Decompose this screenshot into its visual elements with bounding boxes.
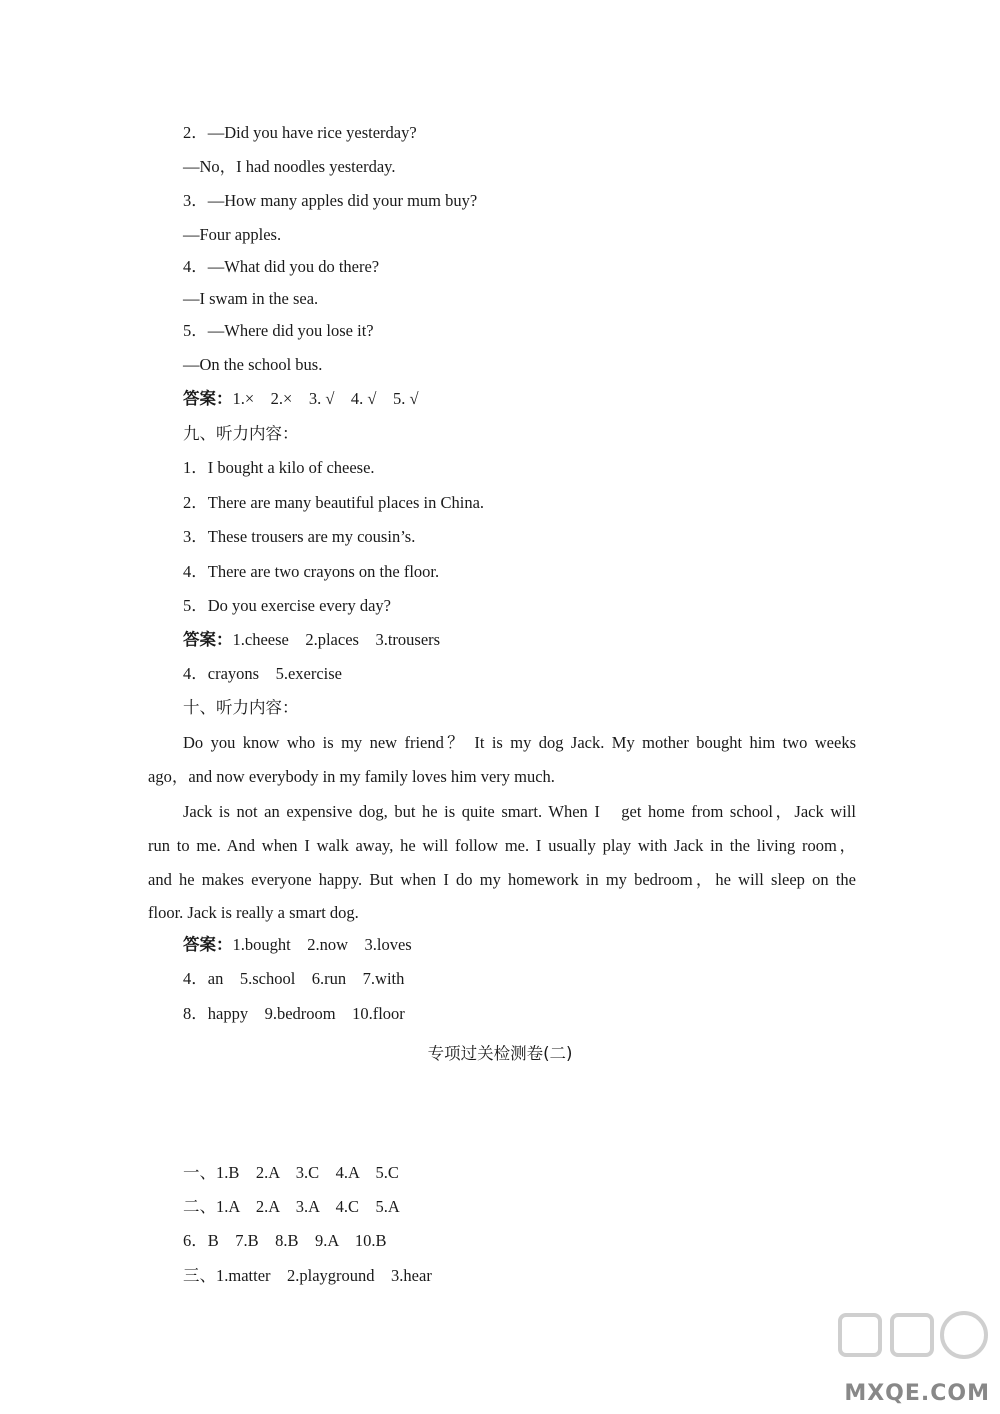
answer-line: 8．happy 9.bedroom 10.floor (183, 1004, 405, 1023)
passage-line: and he makes everyone happy. But when I do my homework in my bedroom，he will sleep on the (148, 870, 856, 889)
answer-line (183, 389, 419, 409)
listening-line: 1．I bought a kilo of cheese. (183, 458, 375, 477)
answer-values: 1.bought 2.now 3.loves (232, 935, 412, 954)
passage-line: ago，and now everybody in my family loves him very much. (148, 767, 555, 786)
passage-line: floor. Jack is really a smart dog. (148, 903, 359, 922)
passage-line: run to me. And when I walk away, he will follow me. I usually play with Jack in the living room， (148, 836, 856, 855)
answer-line: 4．an 5.school 6.run 7.with (183, 969, 405, 988)
section-heading: 九、听力内容： (183, 424, 299, 443)
dialogue-line: 2．—Did you have rice yesterday? (183, 123, 417, 142)
listening-line: 3．These trousers are my cousin’s. (183, 527, 416, 546)
answer-line: 4．crayons 5.exercise (183, 664, 342, 683)
answer-values: 1.cheese 2.places 3.trousers (232, 630, 441, 649)
watermark-text: MXQE.COM (844, 1381, 990, 1406)
section-title: 专项过关检测卷(二) (427, 1044, 573, 1063)
answer-label: 答案： (183, 630, 233, 649)
answer-line: 6．B 7.B 8.B 9.A 10.B (183, 1231, 387, 1250)
dialogue-line: 4．—What did you do there? (183, 257, 380, 276)
answer-line: 三、1.matter 2.playground 3.hear (183, 1266, 432, 1285)
dialogue-line: —On the school bus. (183, 355, 323, 374)
dialogue-line: —Four apples. (183, 225, 282, 244)
answer-label: 答案： (183, 389, 233, 408)
answer-line: 一、1.B 2.A 3.C 4.A 5.C (183, 1163, 399, 1182)
answer-line: 二、1.A 2.A 3.A 4.C 5.A (183, 1197, 400, 1216)
dialogue-line: —No，I had noodles yesterday. (183, 157, 396, 176)
listening-line: 5．Do you exercise every day? (183, 596, 391, 615)
answer-line (183, 935, 412, 955)
listening-line: 4．There are two crayons on the floor. (183, 562, 440, 581)
passage-line: Jack is not an expensive dog, but he is quite smart. When I get home from school，Jack will (183, 802, 856, 821)
dialogue-line: —I swam in the sea. (183, 289, 319, 308)
dialogue-line: 5．—Where did you lose it? (183, 321, 374, 340)
listening-line: 2．There are many beautiful places in China. (183, 493, 485, 512)
passage-line: Do you know who is my new friend？ It is my dog Jack. My mother bought him two weeks (183, 733, 856, 752)
answer-line (183, 630, 440, 650)
answer-label: 答案： (183, 935, 233, 954)
answer-values: 1.× 2.× 3. √ 4. √ 5. √ (232, 389, 419, 408)
dialogue-line: 3．—How many apples did your mum buy? (183, 191, 478, 210)
section-heading: 十、听力内容： (183, 698, 299, 717)
